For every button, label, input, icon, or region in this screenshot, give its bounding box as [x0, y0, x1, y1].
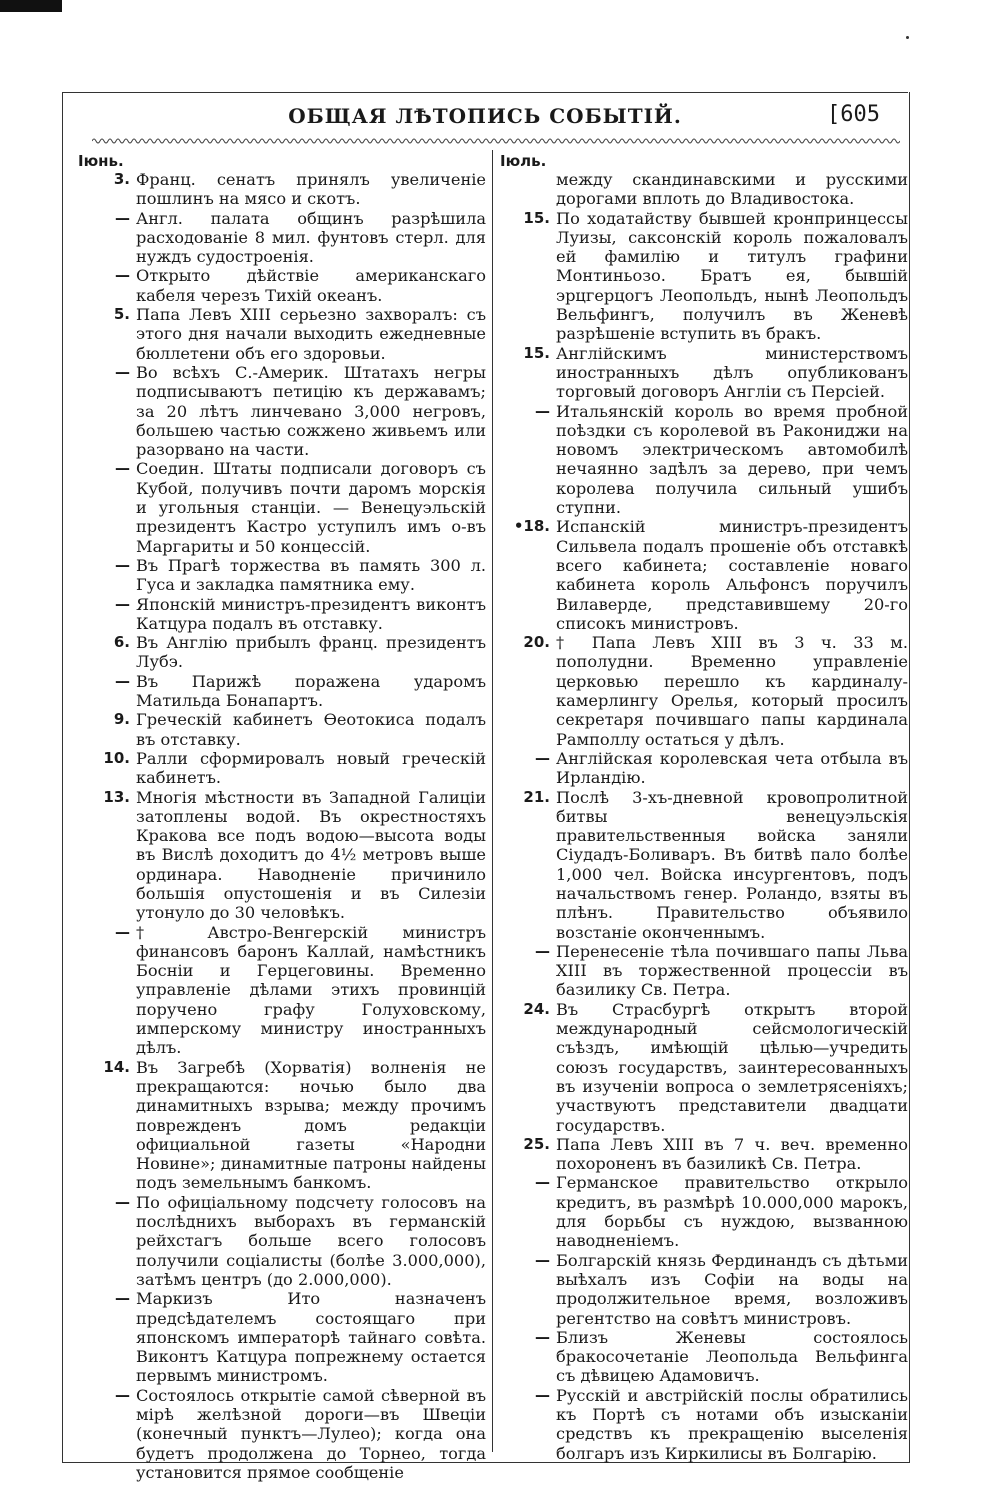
entry-date: 14. — [103, 1057, 130, 1076]
entry-text: Англійскимъ министерствомъ иностранныхъ дѣлъ опубликованъ торговый договоръ Англіи съ Персіей. — [556, 343, 908, 402]
entry-text: Японскій министръ-президентъ виконтъ Катцура подалъ въ отставку. — [136, 594, 486, 633]
chronicle-entry — [500, 402, 908, 518]
entry-text: между скандинавскими и русскими дорогами вплоть до Владивостока. — [556, 170, 908, 209]
entry-date: 15. — [523, 208, 550, 227]
chronicle-entry — [78, 556, 486, 595]
chronicle-entry — [78, 363, 486, 459]
entry-date: — — [115, 266, 130, 285]
entry-date: — — [115, 671, 130, 690]
entry-text: По ходатайству бывшей кронпринцессы Луизы, саксонскій король пожаловалъ ей фамилію и титулъ графини Монтиньозо. Братъ ея, бывшій эрцгерцогъ Леопольдъ, нынѣ Леопольдъ Вельфингъ, получилъ въ Женевѣ разрѣшеніе вступить въ бракъ. — [556, 208, 908, 344]
left-entries — [78, 170, 486, 1482]
entry-text: Соедин. Штаты подписали договоръ съ Кубой, получивъ почти даромъ морскія и угольныя станціи. — Венецуэльскій президентъ Кастро уступилъ имъ о-въ Маргариты и 50 концессій. — [136, 459, 486, 556]
entry-date: — — [535, 1385, 550, 1404]
entry-date: — — [115, 922, 130, 941]
entry-text: Ралли сформировалъ новый греческій кабинетъ. — [136, 748, 486, 788]
entry-date: — — [115, 1385, 130, 1404]
entry-date: 9. — [113, 710, 130, 729]
chronicle-entry — [500, 1135, 908, 1174]
entry-text: Многія мѣстности въ Западной Галиціи затоплены водой. Въ окрестностяхъ Кракова все подъ водою—высота воды въ Вислѣ доходитъ до 4½ метровъ выше ординара. Наводненіе причинило большія опустошенія и въ Силезіи утонуло до 30 человѣкъ. — [136, 787, 486, 923]
entry-date: — — [535, 1173, 550, 1192]
entry-date: — — [115, 362, 130, 381]
page-title: ОБЩАЯ ЛѢТОПИСЬ СОБЫТІЙ. — [288, 104, 682, 128]
entry-date: — — [535, 1327, 550, 1346]
chronicle-entry — [78, 266, 486, 305]
entry-text: По офиціальному подсчету голосовъ на послѣднихъ выборахъ въ германскій рейхстагъ больше всего голосовъ получили соціалисты (болѣе 3.000,000), затѣмъ центръ (до 2.000,000). — [136, 1192, 486, 1289]
chronicle-entry — [78, 1289, 486, 1385]
entry-date: •18. — [513, 517, 550, 536]
chronicle-entry — [78, 710, 486, 749]
chronicle-entry — [500, 1386, 908, 1463]
entry-text: Англ. палата общинъ разрѣшила расходованіе 8 мил. фунтовъ стерл. для нуждъ судостроенія. — [136, 208, 486, 267]
entry-date: — — [535, 1250, 550, 1269]
entry-text: Папа Левъ XIII въ 7 ч. веч. временно похороненъ въ базиликѣ Св. Петра. — [556, 1134, 908, 1174]
entry-text: Греческій кабинетъ Ѳеотокиса подалъ въ отставку. — [136, 710, 486, 749]
wavy-rule — [92, 137, 900, 145]
scan-speck — [906, 36, 909, 39]
entry-text: Въ Прагѣ торжества въ память 300 л. Гуса и закладка памятника ему. — [136, 555, 486, 595]
chronicle-entry — [500, 942, 908, 1000]
chronicle-entry — [78, 923, 486, 1058]
entry-text: Въ Парижѣ поражена ударомъ Матильда Бонапартъ. — [136, 671, 486, 711]
chronicle-entry — [500, 1328, 908, 1386]
chronicle-entry — [78, 170, 486, 209]
chronicle-entry — [78, 633, 486, 672]
entry-text: Испанскій министръ-президентъ Сильвела подалъ прошеніе объ отставкѣ всего кабинета; составленіе новаго кабинета король Альфонсъ поручилъ Вилаверде, представившему 20-го списокъ министровъ. — [556, 517, 908, 633]
page-number: [605 — [827, 102, 880, 127]
chronicle-entry — [78, 305, 486, 363]
entry-text: Англійская королевская чета отбыла въ Ирландію. — [556, 748, 908, 788]
entry-date: — — [115, 459, 130, 478]
entry-text: Русскій и австрійскій послы обратились къ Портѣ съ нотами объ изысканіи средствъ къ прекращенію выселенія болгаръ изъ Киркилисы въ Болгарію. — [556, 1385, 908, 1463]
entry-date — [500, 170, 556, 209]
entry-date: — — [115, 594, 130, 613]
chronicle-entry — [78, 1386, 486, 1482]
entry-text: Близъ Женевы состоялось бракосочетаніе Леопольда Вельфинга съ дѣвицею Адамовичъ. — [556, 1327, 908, 1386]
entry-text: Франц. сенатъ принялъ увеличеніе пошлинъ на мясо и скотъ. — [136, 170, 486, 209]
left-column — [78, 152, 486, 1482]
chronicle-entry — [78, 1058, 486, 1193]
entry-text: Перенесеніе тѣла почившаго папы Льва XIII въ торжественной процессіи въ базилику Св. Петра. — [556, 941, 908, 1000]
entry-text: Послѣ 3-хъ-дневной кровопролитной битвы венецуэльскія правительственныя войска заняли Сіудадъ-Боливаръ. Въ битвѣ пало болѣе 1,000 чел. Войска инсургентовъ, подъ начальствомъ генер. Роландо, взяты въ плѣнъ. Правительство объявило возстаніе оконченнымъ. — [556, 787, 908, 942]
month-heading-july: Іюль. — [500, 152, 547, 170]
chronicle-entry — [78, 209, 486, 267]
scan-edge-mark — [0, 0, 62, 12]
right-entries — [500, 170, 908, 1463]
entry-text: Открыто дѣйствіе американскаго кабеля черезъ Тихій океанъ. — [136, 266, 486, 305]
entry-text: Германское правительство открыло кредитъ, въ размѣрѣ 10.000,000 марокъ, для борьбы съ нуждою, вызванною наводненіемъ. — [556, 1173, 908, 1251]
entry-date: 10. — [103, 748, 130, 767]
chronicle-entry — [500, 1251, 908, 1328]
right-column — [500, 152, 908, 1463]
chronicle-entry — [500, 788, 908, 942]
chronicle-entry — [78, 749, 486, 788]
entry-date: 6. — [113, 633, 130, 652]
entry-text: Состоялось открытіе самой сѣверной въ мірѣ желѣзной дороги—въ Швеціи (конечный пунктъ—Лулео); когда она будетъ продолжена до Торнео, тогда установится прямое сообщеніе — [136, 1385, 486, 1482]
entry-date: — — [535, 401, 550, 420]
entry-text: † Австро-Венгерскій министръ финансовъ баронъ Каллай, намѣстникъ Босніи и Герцеговины. Временно управленіе дѣлами этихъ провинцій поручено графу Голуховскому, имперскому министру иностранныхъ дѣлъ. — [136, 922, 486, 1058]
entry-date: — — [115, 555, 130, 574]
entry-date: — — [115, 1192, 130, 1211]
entry-text: Папа Левъ XIII серьезно захворалъ: съ этого дня начали выходить ежедневные бюллетени объ его здоровьи. — [136, 305, 486, 363]
chronicle-entry — [500, 1173, 908, 1250]
entry-date: 21. — [523, 787, 550, 806]
chronicle-entry — [500, 170, 908, 209]
entry-date: — — [535, 748, 550, 767]
chronicle-entry — [78, 672, 486, 711]
chronicle-entry — [78, 595, 486, 634]
chronicle-entry — [78, 788, 486, 923]
chronicle-entry — [500, 517, 908, 633]
entry-date: 5. — [113, 305, 130, 324]
chronicle-entry — [500, 1000, 908, 1135]
entry-text: Въ Страсбургѣ открытъ второй международный сейсмологическій съѣздъ, имѣющій цѣлью—учредить союзъ государствъ, заинтересованныхъ въ изученіи вопроса о землетрясеніяхъ; участвуютъ представители двадцати государствъ. — [556, 999, 908, 1135]
entry-text: Болгарскій князь Фердинандъ съ дѣтьми выѣхалъ изъ Софіи на воды на продолжительное время, возложивъ регентство на совѣтъ министровъ. — [556, 1250, 908, 1328]
entry-text: Итальянскій король во время пробной поѣздки съ королевой въ Ракониджи на новомъ электрическомъ автомобилѣ нечаянно задѣлъ за дерево, при чемъ королева получила сильный ушибъ ступни. — [556, 401, 908, 518]
page-header — [62, 100, 908, 134]
chronicle-entry — [500, 749, 908, 788]
entry-text: Маркизъ Ито назначенъ предсѣдателемъ состоящаго при японскомъ императорѣ тайнаго совѣта. Виконтъ Катцура попрежнему остается первымъ министромъ. — [136, 1289, 486, 1386]
entry-text: † Папа Левъ XIII въ 3 ч. 33 м. пополудни. Временно управленіе церковью перешло къ кардиналу-камерлингу Орелья, который просилъ секретаря почившаго папы кардинала Рамполлу остаться у дѣлъ. — [556, 633, 908, 749]
entry-date: 15. — [523, 343, 550, 362]
entry-text: Во всѣхъ С.-Америк. Штатахъ негры подписываютъ петицію къ державамъ; за 20 лѣтъ линчевано 3,000 негровъ, большею частью сожжено живьемъ или разорвано на части. — [136, 362, 486, 460]
entry-date: 25. — [523, 1134, 550, 1153]
entry-text: Въ Загребѣ (Хорватія) волненія не прекращаются: ночью было два динамитныхъ взрыва; между прочимъ поврежденъ домъ редакціи официальной газеты «Народни Новине»; динамитные патроны найдены подъ земельнымъ банкомъ. — [136, 1057, 486, 1193]
entry-date: — — [115, 208, 130, 227]
entry-date: — — [535, 941, 550, 960]
chronicle-entry — [500, 633, 908, 749]
entry-date: — — [115, 1289, 130, 1308]
month-heading-june: Іюнь. — [78, 152, 124, 170]
chronicle-entry — [78, 459, 486, 555]
column-divider — [492, 150, 493, 1452]
entry-date: 3. — [113, 170, 130, 188]
entry-date: 24. — [523, 999, 550, 1018]
chronicle-entry — [500, 209, 908, 344]
chronicle-entry — [78, 1193, 486, 1289]
chronicle-entry — [500, 344, 908, 402]
entry-date: 13. — [103, 787, 130, 806]
entry-date: 20. — [523, 633, 550, 652]
entry-text: Въ Англію прибылъ франц. президентъ Лубэ. — [136, 633, 486, 672]
